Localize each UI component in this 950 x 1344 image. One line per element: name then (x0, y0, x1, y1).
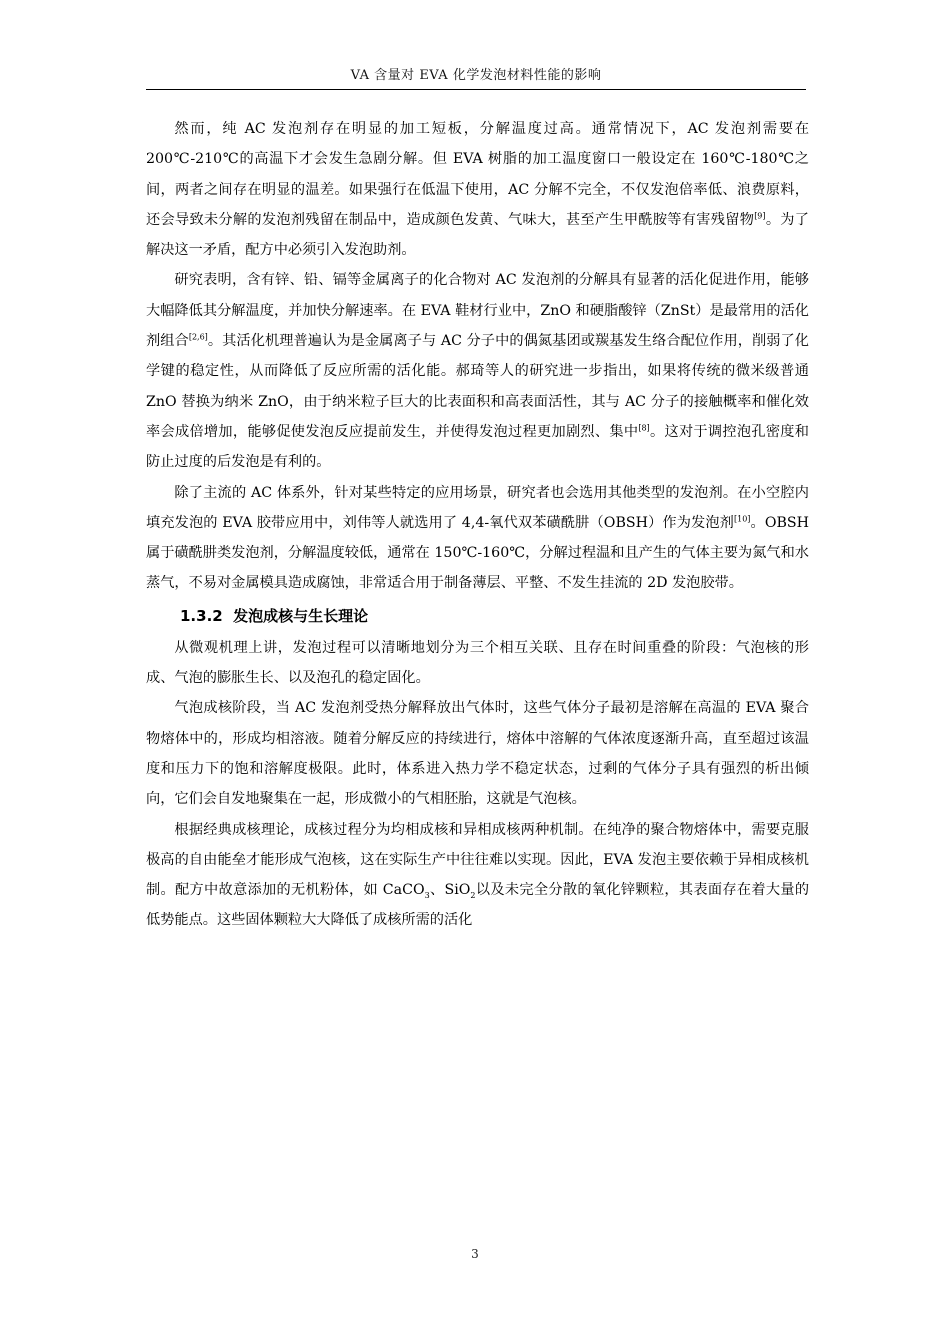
paragraph-activators (146, 265, 809, 477)
citation: [10] (733, 514, 751, 524)
citation: [2,6] (188, 332, 208, 342)
subscript: 3 (424, 890, 430, 900)
paragraph-classical-theory (146, 815, 809, 936)
citation: [9] (754, 211, 766, 221)
subscript: 2 (470, 890, 476, 900)
text-run: 以及未完全分散的氧化锌颗粒，其表面存在着大量的低势能点。这些固体颗粒大大降低了成核所需的活化 (146, 882, 810, 929)
page-number: 3 (471, 1247, 479, 1261)
text-run: 。其活化机理普遍认为是金属离子与 AC 分子中的偶氮基团或羰基发生络合配位作用，削弱了化学键的稳定性，从而降低了反应所需的活化能。郝琦等人的研究进一步指出，如果将传统的微米级普通 ZnO 替换为纳米 ZnO，由于纳米粒子巨大的比表面积和高表面活性，其与 AC 分子的接触概率和催化效率会成倍增加，能够促使发泡反应提前发生，并使得发泡过程更加剧烈、集中 (146, 333, 809, 440)
paragraph-stages: 从微观机理上讲，发泡过程可以清晰地划分为三个相互关联、且存在时间重叠的阶段：气泡核的形成、气泡的膨胀生长、以及泡孔的稳定固化。 (146, 639, 809, 687)
text-run: 。为了解决这一矛盾，配方中必须引入发泡助剂。 (146, 211, 809, 259)
text-run: 。这对于调控泡孔密度和防止过度的后发泡是有利的。 (146, 423, 809, 471)
paragraph-ac-limitations (146, 114, 809, 265)
citation: [8] (638, 423, 650, 433)
paragraph-obsh (146, 478, 809, 599)
text-run: 。OBSH 属于磺酰肼类发泡剂，分解温度较低，通常在 150℃-160℃，分解过程温和且产生的气体主要为氮气和水蒸气，不易对金属模具造成腐蚀，非常适合用于制备薄层、平整、不发生挂流的 2D 发泡胶带。 (146, 514, 809, 592)
header-rule (146, 89, 806, 90)
running-header: VA 含量对 EVA 化学发泡材料性能的影响 (350, 68, 602, 83)
page-body (146, 114, 809, 936)
text-run: 研究表明，含有锌、铅、镉等金属离子的化合物对 AC 发泡剂的分解具有显著的活化促进作用，能够大幅降低其分解温度，并加快分解速率。在 EVA 鞋材行业中，ZnO 和硬脂酸锌（ZnSt）是最常用的活化剂组合 (146, 272, 809, 350)
text-run: 除了主流的 AC 体系外，针对某些特定的应用场景，研究者也会选用其他类型的发泡剂。在小空腔内填充发泡的 EVA 胶带应用中，刘伟等人就选用了 4,4-氧代双苯磺酰肼（OBSH）作为发泡剂 (146, 484, 809, 531)
section-title: 发泡成核与生长理论 (233, 606, 369, 625)
section-heading (146, 599, 809, 633)
paragraph-nucleation: 气泡成核阶段，当 AC 发泡剂受热分解释放出气体时，这些气体分子最初是溶解在高温的 EVA 聚合物熔体中的，形成均相溶液。随着分解反应的持续进行，熔体中溶解的气体浓度逐渐升高，直至超过该温度和压力下的饱和溶解度极限。此时，体系进入热力学不稳定状态，过剩的气体分子具有强烈的析出倾向，它们会自发地聚集在一起，形成微小的气相胚胎，这就是气泡核。 (146, 700, 809, 808)
text-run: 、SiO (429, 882, 471, 899)
text-run: 然而，纯 AC 发泡剂存在明显的加工短板，分解温度过高。通常情况下，AC 发泡剂需要在 200℃-210℃的高温下才会发生急剧分解。但 EVA 树脂的加工温度窗口一般设定在 160℃-180℃之间，两者之间存在明显的温差。如果强行在低温下使用，AC 分解不完全，不仅发泡倍率低、浪费原料，还会导致未分解的发泡剂残留在制品中，造成颜色发黄、气味大，甚至产生甲酰胺等有害残留物 (146, 121, 810, 228)
section-number: 1.3.2 (180, 606, 223, 625)
text-run: 根据经典成核理论，成核过程分为均相成核和异相成核两种机制。在纯净的聚合物熔体中，需要克服极高的自由能垒才能形成气泡核，这在实际生产中往往难以实现。因此，EVA 发泡主要依赖于异相成核机制。配方中故意添加的无机粉体，如 CaCO (146, 821, 809, 899)
